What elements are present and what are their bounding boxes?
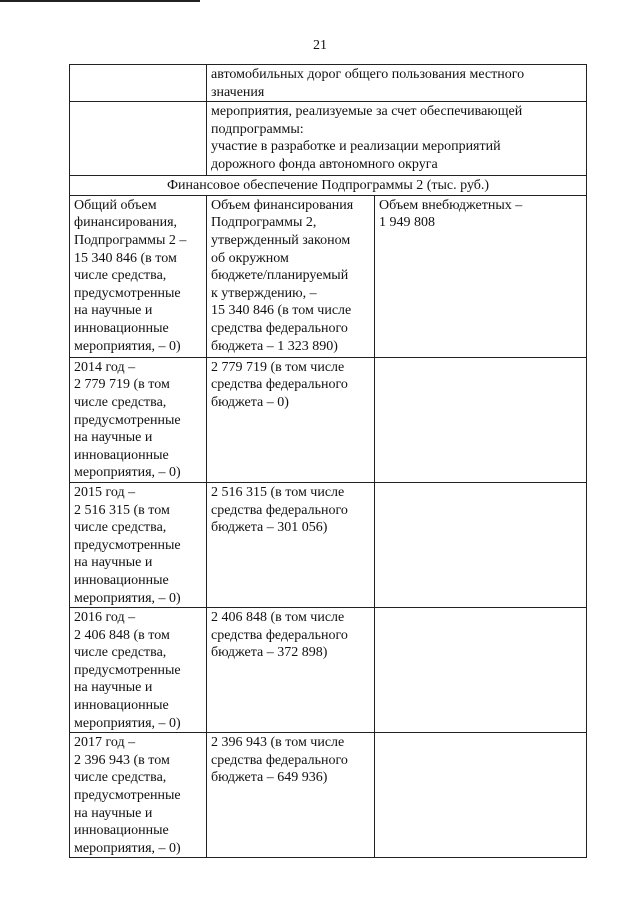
table-row <box>70 65 587 102</box>
text-line: мероприятия, – 0) <box>74 715 181 731</box>
text-line: числе средства, <box>74 268 167 284</box>
text-line: инновационные <box>74 447 169 463</box>
table-cell-empty <box>70 102 207 176</box>
text-line: 15 340 846 (в том числе <box>211 303 352 319</box>
text-line: к утверждению, – <box>211 285 317 301</box>
text-line: бюджета – 649 936) <box>211 770 328 786</box>
extra-budget-cell <box>375 357 587 482</box>
finance-heading: Финансовое обеспечение Подпрограммы 2 (тыс. руб.) <box>70 176 587 196</box>
text-line: бюджете/планируемый <box>211 268 349 284</box>
text-line: числе средства, <box>74 520 167 536</box>
text-line: 1 949 808 <box>379 215 435 231</box>
text-line: инновационные <box>74 698 169 714</box>
extra-budget-cell <box>375 733 587 858</box>
text-line: автомобильных дорог общего пользования местного <box>211 67 525 82</box>
text-line: инновационные <box>74 320 169 336</box>
text-line: 2 516 315 (в том числе <box>211 484 345 500</box>
program-table <box>69 64 587 858</box>
text-line: Подпрограммы 2, <box>211 215 317 231</box>
text-line: 2016 год – <box>74 610 136 626</box>
text-line: бюджета – 0) <box>211 394 289 410</box>
law-cell <box>207 357 375 482</box>
text-line: мероприятия, – 0) <box>74 840 181 856</box>
law-cell <box>207 608 375 733</box>
text-line: на научные и <box>74 805 153 821</box>
text-line: 2 396 943 (в том числе <box>211 735 345 751</box>
extra-budget-cell <box>375 608 587 733</box>
text-line: средства федерального <box>211 502 348 518</box>
text-line: на научные и <box>74 430 153 446</box>
year-row <box>70 608 587 733</box>
total-cell <box>70 608 207 733</box>
top-rule <box>0 0 200 2</box>
top-row-cell <box>207 65 587 102</box>
text-line: предусмотренные <box>74 285 181 301</box>
top-row-cell <box>207 102 587 176</box>
text-line: бюджета – 372 898) <box>211 645 328 661</box>
text-line: бюджета – 301 056) <box>211 520 328 536</box>
text-line: мероприятия, – 0) <box>74 338 181 354</box>
text-line: утвержденный законом <box>211 232 351 248</box>
text-line: 15 340 846 (в том <box>74 250 177 266</box>
text-line: об окружном <box>211 250 289 266</box>
table-row <box>70 102 587 176</box>
text-line: средства федерального <box>211 377 348 393</box>
text-line: мероприятия, реализуемые за счет обеспечивающей <box>211 104 523 120</box>
text-line: финансирования, <box>74 215 178 231</box>
total-cell <box>70 195 207 357</box>
text-line: Объем финансирования <box>211 197 354 213</box>
text-line: 2015 год – <box>74 484 136 500</box>
text-line: 2014 год – <box>74 359 136 375</box>
text-line: на научные и <box>74 680 153 696</box>
text-line: 2 779 719 (в том <box>74 377 170 393</box>
text-line: предусмотренные <box>74 662 181 678</box>
total-cell <box>70 357 207 482</box>
text-line: инновационные <box>74 572 169 588</box>
text-line: средства федерального <box>211 320 348 336</box>
text-line: числе средства, <box>74 770 167 786</box>
text-line: средства федерального <box>211 752 348 768</box>
text-line: участие в разработке и реализации мероприятий <box>211 139 501 155</box>
text-line: на научные и <box>74 555 153 571</box>
text-line: на научные и <box>74 303 153 319</box>
text-line: Подпрограммы 2 – <box>74 232 187 248</box>
year-row <box>70 357 587 482</box>
text-line: числе средства, <box>74 645 167 661</box>
page-number: 21 <box>313 38 327 53</box>
year-row <box>70 733 587 858</box>
table-row <box>70 176 587 196</box>
total-cell <box>70 733 207 858</box>
table-cell-empty <box>70 65 207 102</box>
text-line: предусмотренные <box>74 412 181 428</box>
text-line: средства федерального <box>211 627 348 643</box>
text-line: 2 396 943 (в том <box>74 752 170 768</box>
text-line: Общий объем <box>74 197 157 213</box>
total-cell <box>70 482 207 607</box>
year-row <box>70 482 587 607</box>
text-line: 2 779 719 (в том числе <box>211 359 345 375</box>
text-line: инновационные <box>74 823 169 839</box>
finance-header-row <box>70 195 587 357</box>
text-line: 2 516 315 (в том <box>74 502 170 518</box>
text-line: дорожного фонда автономного округа <box>211 156 438 172</box>
text-line: 2017 год – <box>74 735 136 751</box>
text-line: мероприятия, – 0) <box>74 590 181 606</box>
text-line: 2 406 848 (в том числе <box>211 610 345 626</box>
text-line: бюджета – 1 323 890) <box>211 338 338 354</box>
extra-budget-cell <box>375 482 587 607</box>
extra-budget-cell <box>375 195 587 357</box>
law-cell <box>207 482 375 607</box>
text-line: Объем внебюджетных – <box>379 197 523 213</box>
text-line: мероприятия, – 0) <box>74 465 181 481</box>
text-line: подпрограммы: <box>211 121 304 137</box>
law-cell <box>207 195 375 357</box>
law-cell <box>207 733 375 858</box>
text-line: числе средства, <box>74 394 167 410</box>
text-line: 2 406 848 (в том <box>74 627 170 643</box>
text-line: значения <box>211 84 265 100</box>
text-line: предусмотренные <box>74 788 181 804</box>
text-line: предусмотренные <box>74 537 181 553</box>
